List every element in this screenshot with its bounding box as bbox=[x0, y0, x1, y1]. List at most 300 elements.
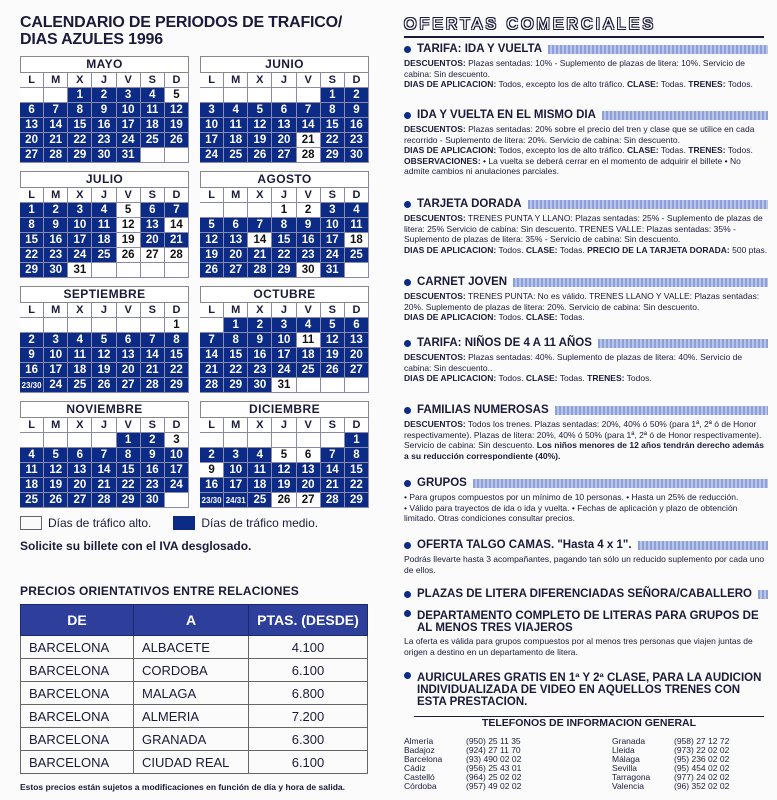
offer-item bbox=[404, 403, 768, 461]
calendar-day: 9 bbox=[297, 218, 321, 233]
price-cell: 6.300 bbox=[249, 728, 368, 751]
calendar-day: 16 bbox=[345, 118, 369, 133]
calendar-day: 31 bbox=[117, 148, 141, 163]
calendar-day: 4 bbox=[345, 203, 369, 218]
calendar-day: 1 bbox=[117, 433, 141, 448]
phones-left-column bbox=[404, 737, 556, 791]
calendar-day: 12 bbox=[200, 233, 224, 248]
empty-day bbox=[92, 263, 116, 278]
bullet-icon bbox=[404, 542, 411, 549]
calendar-day: 15 bbox=[345, 463, 369, 478]
calendar-day: 25 bbox=[345, 248, 369, 263]
calendar-day: 11 bbox=[141, 103, 165, 118]
prices-note: Estos precios están sujetos a modificaciones en función de día y hora de salida. bbox=[20, 782, 345, 792]
weekday-header: X bbox=[68, 418, 92, 433]
left-panel bbox=[0, 0, 388, 800]
price-cell: 6.100 bbox=[249, 751, 368, 774]
calendar-day: 22 bbox=[165, 363, 189, 378]
calendar-day: 21 bbox=[321, 478, 345, 493]
calendar-day: 7 bbox=[248, 218, 272, 233]
offers-title: OFERTAS COMERCIALES bbox=[404, 16, 764, 38]
calendar-day: 27 bbox=[68, 493, 92, 508]
empty-day bbox=[44, 318, 68, 333]
calendar-day: 21 bbox=[200, 363, 224, 378]
legend-high-label: Días de tráfico alto. bbox=[48, 516, 152, 530]
empty-day bbox=[272, 88, 296, 103]
weekday-header: X bbox=[68, 73, 92, 88]
calendar-day: 4 bbox=[20, 448, 44, 463]
calendar-day: 10 bbox=[321, 218, 345, 233]
calendar-day: 14 bbox=[248, 233, 272, 248]
table-row bbox=[21, 682, 368, 705]
vat-note: Solicite su billete con el IVA desglosado. bbox=[20, 539, 252, 553]
calendar-day: 7 bbox=[297, 103, 321, 118]
phones-title: TELEFONOS DE INFORMACION GENERAL bbox=[414, 716, 764, 729]
legend-high-swatch bbox=[20, 516, 42, 530]
calendar-day: 19 bbox=[44, 478, 68, 493]
calendar-day: 26 bbox=[92, 378, 116, 393]
phone-city: Lleida bbox=[612, 745, 635, 755]
calendar-day: 23/30 bbox=[20, 378, 44, 393]
to-cell: ALBACETE bbox=[134, 636, 249, 659]
calendar-day: 11 bbox=[92, 218, 116, 233]
empty-day bbox=[321, 378, 345, 393]
weekday-header: D bbox=[165, 73, 189, 88]
offer-item bbox=[404, 587, 768, 601]
price-cell: 4.100 bbox=[249, 636, 368, 659]
calendar-day: 7 bbox=[200, 333, 224, 348]
calendar-day: 5 bbox=[117, 203, 141, 218]
bullet-icon bbox=[404, 610, 411, 617]
empty-day bbox=[272, 433, 296, 448]
calendar-day: 14 bbox=[200, 348, 224, 363]
offer-item bbox=[404, 336, 768, 384]
calendar-day: 6 bbox=[68, 448, 92, 463]
table-row bbox=[21, 728, 368, 751]
empty-day bbox=[44, 433, 68, 448]
to-cell: MALAGA bbox=[134, 682, 249, 705]
weekday-header: D bbox=[165, 188, 189, 203]
calendar-day: 22 bbox=[117, 478, 141, 493]
calendar-day: 28 bbox=[44, 148, 68, 163]
calendar-day: 2 bbox=[297, 203, 321, 218]
calendar-day: 3 bbox=[272, 318, 296, 333]
calendar-day: 15 bbox=[117, 463, 141, 478]
calendar-day: 17 bbox=[224, 478, 248, 493]
calendar-day: 9 bbox=[141, 448, 165, 463]
calendar-day: 25 bbox=[224, 148, 248, 163]
calendar-day: 29 bbox=[224, 378, 248, 393]
calendar-day: 16 bbox=[297, 233, 321, 248]
offer-title: AURICULARES GRATIS EN 1ª Y 2ª CLASE, PARA LA AUDICION INDIVIDUALIZADA DE VIDEO EN AQUELLOS TRENES CON ESTA PRESTACION. bbox=[417, 672, 762, 708]
to-cell: CIUDAD REAL bbox=[134, 751, 249, 774]
offer-stripe bbox=[758, 590, 768, 599]
empty-day bbox=[248, 433, 272, 448]
legend-medium-label: Días de tráfico medio. bbox=[201, 516, 319, 530]
calendar-day: 24 bbox=[44, 378, 68, 393]
calendar-day: 3 bbox=[165, 433, 189, 448]
weekday-header: L bbox=[20, 418, 44, 433]
calendar-day: 24/31 bbox=[224, 493, 248, 508]
calendar-day: 3 bbox=[200, 103, 224, 118]
phone-city: Granada bbox=[612, 736, 646, 746]
calendar-day: 25 bbox=[141, 133, 165, 148]
calendar-day: 8 bbox=[165, 333, 189, 348]
calendar-day: 10 bbox=[165, 448, 189, 463]
calendar-day: 26 bbox=[200, 263, 224, 278]
offer-title: FAMILIAS NUMEROSAS bbox=[417, 404, 549, 416]
phone-city: Almería bbox=[404, 736, 434, 746]
offer-title: TARIFA: NIÑOS DE 4 A 11 AÑOS bbox=[417, 337, 592, 349]
calendar-day: 9 bbox=[92, 103, 116, 118]
calendar-day: 8 bbox=[224, 333, 248, 348]
calendar-day: 9 bbox=[345, 103, 369, 118]
calendar-day: 23/30 bbox=[200, 493, 224, 508]
month-diciembre bbox=[200, 401, 369, 508]
weekday-header: J bbox=[272, 73, 296, 88]
calendar-day: 3 bbox=[44, 333, 68, 348]
calendar-day: 11 bbox=[20, 463, 44, 478]
calendar-day: 22 bbox=[68, 133, 92, 148]
empty-day bbox=[165, 148, 189, 163]
calendar-day: 11 bbox=[345, 218, 369, 233]
calendar-day: 6 bbox=[224, 218, 248, 233]
offer-title: IDA Y VUELTA EN EL MISMO DIA bbox=[417, 109, 596, 121]
from-cell: BARCELONA bbox=[21, 751, 134, 774]
weekday-header: L bbox=[200, 73, 224, 88]
weekday-header: S bbox=[321, 73, 345, 88]
weekday-header: J bbox=[92, 188, 116, 203]
weekday-header: L bbox=[200, 188, 224, 203]
calendar-day: 24 bbox=[165, 478, 189, 493]
offer-item bbox=[404, 610, 768, 657]
weekday-header: S bbox=[141, 73, 165, 88]
calendar-day: 18 bbox=[92, 233, 116, 248]
weekday-header: V bbox=[297, 188, 321, 203]
weekday-header: L bbox=[20, 73, 44, 88]
weekday-header: M bbox=[44, 188, 68, 203]
calendar-day: 28 bbox=[92, 493, 116, 508]
calendar-day: 8 bbox=[321, 103, 345, 118]
phone-number: (93) 490 02 02 bbox=[466, 754, 522, 764]
empty-day bbox=[165, 493, 189, 508]
calendar-day: 5 bbox=[321, 318, 345, 333]
phone-city: Córdoba bbox=[404, 781, 437, 791]
calendar-day: 26 bbox=[272, 493, 296, 508]
calendar-day: 20 bbox=[224, 248, 248, 263]
calendar-day: 2 bbox=[141, 433, 165, 448]
header-price: PTAS. (DESDE) bbox=[249, 605, 368, 636]
weekday-header: S bbox=[141, 418, 165, 433]
offer-description: DESCUENTOS: TRENES PUNTA: No es válido. TRENES LLANO Y VALLE: Plazas sentadas: 20%. Suplemento de plazas de litera: 20%. Servicio de cabina: Sin descuento. DIAS DE APLICACION: Todos. CLASE: Todas. bbox=[404, 291, 760, 322]
empty-day bbox=[20, 88, 44, 103]
empty-day bbox=[297, 433, 321, 448]
calendar-day: 18 bbox=[345, 233, 369, 248]
calendar-day: 27 bbox=[345, 363, 369, 378]
calendar-day: 6 bbox=[345, 318, 369, 333]
offer-item bbox=[404, 538, 768, 575]
calendar-day: 19 bbox=[92, 363, 116, 378]
offer-stripe bbox=[473, 479, 768, 488]
weekday-header: V bbox=[117, 188, 141, 203]
offer-stripe bbox=[638, 541, 768, 550]
calendar-day: 17 bbox=[321, 233, 345, 248]
calendar-day: 7 bbox=[321, 448, 345, 463]
month-agosto bbox=[200, 171, 369, 278]
calendar-day: 14 bbox=[165, 218, 189, 233]
calendar-day: 18 bbox=[20, 478, 44, 493]
empty-day bbox=[321, 433, 345, 448]
calendar-day: 28 bbox=[200, 378, 224, 393]
calendar-day: 12 bbox=[165, 103, 189, 118]
calendar-day: 28 bbox=[297, 148, 321, 163]
to-cell: ALMERIA bbox=[134, 705, 249, 728]
bullet-icon bbox=[404, 112, 411, 119]
calendar-day: 1 bbox=[224, 318, 248, 333]
calendar-day: 28 bbox=[248, 263, 272, 278]
calendar-day: 14 bbox=[44, 118, 68, 133]
calendar-day: 18 bbox=[248, 478, 272, 493]
offer-stripe bbox=[598, 339, 768, 348]
weekday-header: D bbox=[345, 188, 369, 203]
calendar-day: 29 bbox=[165, 378, 189, 393]
offer-item bbox=[404, 197, 768, 255]
calendar-day: 10 bbox=[272, 333, 296, 348]
prices-header-row bbox=[21, 605, 368, 636]
calendar-day: 6 bbox=[117, 333, 141, 348]
calendar-day: 20 bbox=[345, 348, 369, 363]
offer-description: DESCUENTOS: TRENES PUNTA Y LLANO: Plazas sentadas: 25% - Suplemento de plazas de litera: 25% Servicio de cabina: Sin descuento. TRENES VALLE: Plazas sentadas: 35% - Suplemento de plazas de litera: 35% - Servicio de cabina: Sin descuento. DIAS DE APLICACION: Todos. CLASE: Todas. PRECIO DE LA TARJETA DORADA: 500 ptas. bbox=[404, 213, 768, 255]
calendar-day: 27 bbox=[117, 378, 141, 393]
phone-number: (956) 25 43 01 bbox=[466, 763, 522, 773]
calendar-day: 27 bbox=[20, 148, 44, 163]
weekday-header: M bbox=[224, 188, 248, 203]
offer-title: GRUPOS bbox=[417, 477, 467, 489]
calendar-day: 29 bbox=[20, 263, 44, 278]
calendar-day: 17 bbox=[117, 118, 141, 133]
calendar-day: 20 bbox=[141, 233, 165, 248]
calendar-title: CALENDARIO DE PERIODOS DE TRAFICO/ DIAS AZULES 1996 bbox=[20, 14, 343, 48]
weekday-header: X bbox=[68, 188, 92, 203]
empty-day bbox=[200, 88, 224, 103]
empty-day bbox=[141, 263, 165, 278]
offer-item bbox=[404, 672, 768, 708]
calendar-day: 2 bbox=[345, 88, 369, 103]
calendar-day: 12 bbox=[272, 463, 296, 478]
weekday-header: X bbox=[68, 303, 92, 318]
calendar-day: 3 bbox=[224, 448, 248, 463]
empty-day bbox=[68, 433, 92, 448]
phone-number: (95) 454 02 02 bbox=[674, 763, 730, 773]
empty-day bbox=[248, 88, 272, 103]
empty-day bbox=[345, 378, 369, 393]
month-name: JUNIO bbox=[200, 56, 369, 73]
calendar-day: 9 bbox=[44, 218, 68, 233]
weekday-header: J bbox=[272, 418, 296, 433]
weekday-header: M bbox=[44, 303, 68, 318]
calendar-day: 7 bbox=[165, 203, 189, 218]
calendar-day: 1 bbox=[68, 88, 92, 103]
calendar-day: 12 bbox=[44, 463, 68, 478]
calendar-day: 4 bbox=[248, 448, 272, 463]
calendar-day: 22 bbox=[345, 478, 369, 493]
offer-item bbox=[404, 42, 768, 90]
calendar-day: 10 bbox=[200, 118, 224, 133]
weekday-header: S bbox=[321, 303, 345, 318]
calendar-day: 29 bbox=[345, 493, 369, 508]
month-name: AGOSTO bbox=[200, 171, 369, 188]
calendar-day: 2 bbox=[44, 203, 68, 218]
calendar-day: 9 bbox=[200, 463, 224, 478]
weekday-header: V bbox=[117, 418, 141, 433]
calendar-day: 6 bbox=[141, 203, 165, 218]
calendar-day: 28 bbox=[321, 493, 345, 508]
empty-day bbox=[345, 263, 369, 278]
calendar-day: 21 bbox=[297, 133, 321, 148]
offer-description: DESCUENTOS: Plazas sentadas: 40%. Suplemento de plazas de litera: 40%. Servicio de cabina: Sin descuento.. DIAS DE APLICACION: Todos. CLASE: Todas. TRENES: Todos. bbox=[404, 352, 743, 383]
from-cell: BARCELONA bbox=[21, 705, 134, 728]
calendar-day: 24 bbox=[272, 363, 296, 378]
calendar-day: 4 bbox=[141, 88, 165, 103]
bullet-icon bbox=[404, 591, 411, 598]
calendar-day: 28 bbox=[141, 378, 165, 393]
from-cell: BARCELONA bbox=[21, 659, 134, 682]
offer-title: CARNET JOVEN bbox=[417, 276, 508, 288]
calendar-day: 5 bbox=[248, 103, 272, 118]
calendar-day: 2 bbox=[248, 318, 272, 333]
calendar-day: 15 bbox=[165, 348, 189, 363]
calendar-day: 5 bbox=[165, 88, 189, 103]
offer-description: La oferta es válida para grupos compuestos por al menos tres personas que viajen juntas de origen a destino en un departamento de litera. bbox=[404, 636, 753, 657]
weekday-header: V bbox=[117, 303, 141, 318]
calendar-day: 20 bbox=[68, 478, 92, 493]
calendar-day: 30 bbox=[44, 263, 68, 278]
calendar-day: 21 bbox=[141, 363, 165, 378]
calendar-day: 27 bbox=[272, 148, 296, 163]
weekday-header: L bbox=[200, 303, 224, 318]
weekday-header: V bbox=[297, 303, 321, 318]
offer-description: DESCUENTOS: Todos los trenes. Plazas sentadas: 20%, 40% ó 50% (para 1ª, 2ª ó de Honor respectivamente). Plazas de litera: 20%, 40% ó 50% (para 1ª, 2ª ó de Honor respectivamente). Servicio de cabina: Sin descuento. Los niños menores de 12 años tendrán derecho además a su reducción correspondiente (40%). bbox=[404, 419, 764, 461]
weekday-header: S bbox=[141, 303, 165, 318]
calendar-day: 4 bbox=[224, 103, 248, 118]
offer-title: OFERTA TALGO CAMAS. "Hasta 4 x 1". bbox=[417, 539, 632, 551]
calendar-day: 20 bbox=[297, 478, 321, 493]
calendar-day: 10 bbox=[68, 218, 92, 233]
empty-day bbox=[117, 318, 141, 333]
empty-day bbox=[248, 203, 272, 218]
weekday-header: D bbox=[165, 418, 189, 433]
calendar-day: 5 bbox=[92, 333, 116, 348]
weekday-header: J bbox=[272, 303, 296, 318]
weekday-header: L bbox=[20, 188, 44, 203]
bullet-icon bbox=[404, 279, 411, 286]
calendar-day: 21 bbox=[165, 233, 189, 248]
phone-city: Castelló bbox=[404, 772, 435, 782]
calendar-day: 30 bbox=[92, 148, 116, 163]
calendar-day: 26 bbox=[321, 363, 345, 378]
calendar-day: 12 bbox=[92, 348, 116, 363]
calendar-day: 13 bbox=[272, 118, 296, 133]
calendar-day: 26 bbox=[248, 148, 272, 163]
calendar-day: 12 bbox=[248, 118, 272, 133]
calendar-day: 21 bbox=[92, 478, 116, 493]
calendar-day: 30 bbox=[345, 148, 369, 163]
offer-title: TARJETA DORADA bbox=[417, 198, 522, 210]
calendar-day: 17 bbox=[68, 233, 92, 248]
bullet-icon bbox=[404, 46, 411, 53]
calendar-day: 31 bbox=[68, 263, 92, 278]
offer-title: DEPARTAMENTO COMPLETO DE LITERAS PARA GRUPOS DE AL MENOS TRES VIAJEROS bbox=[417, 610, 759, 634]
calendar-day: 27 bbox=[141, 248, 165, 263]
table-row bbox=[21, 705, 368, 728]
calendar-day: 31 bbox=[272, 378, 296, 393]
calendar-day: 3 bbox=[117, 88, 141, 103]
weekday-header: M bbox=[224, 73, 248, 88]
calendar-day: 13 bbox=[20, 118, 44, 133]
weekday-header: M bbox=[224, 418, 248, 433]
calendar-day: 1 bbox=[345, 433, 369, 448]
weekday-header: V bbox=[297, 418, 321, 433]
offer-stripe bbox=[602, 111, 768, 120]
calendar-day: 16 bbox=[248, 348, 272, 363]
phone-city: Badajoz bbox=[404, 745, 435, 755]
empty-day bbox=[92, 318, 116, 333]
calendar-day: 11 bbox=[68, 348, 92, 363]
calendar-day: 10 bbox=[117, 103, 141, 118]
calendar-day: 15 bbox=[20, 233, 44, 248]
empty-day bbox=[165, 263, 189, 278]
calendar-day: 13 bbox=[141, 218, 165, 233]
phone-number: (964) 25 02 02 bbox=[466, 772, 522, 782]
calendar-day: 13 bbox=[345, 333, 369, 348]
calendar-day: 24 bbox=[117, 133, 141, 148]
calendar-day: 14 bbox=[92, 463, 116, 478]
calendar-day: 19 bbox=[165, 118, 189, 133]
calendar-day: 26 bbox=[44, 493, 68, 508]
bullet-icon bbox=[404, 407, 411, 414]
calendar-day: 23 bbox=[345, 133, 369, 148]
offer-stripe bbox=[528, 200, 768, 209]
calendar-day: 19 bbox=[248, 133, 272, 148]
calendar-day: 12 bbox=[117, 218, 141, 233]
calendar-day: 22 bbox=[20, 248, 44, 263]
empty-day bbox=[297, 378, 321, 393]
calendar-day: 18 bbox=[141, 118, 165, 133]
calendar-day: 6 bbox=[20, 103, 44, 118]
offer-item bbox=[404, 275, 768, 323]
weekday-header: L bbox=[20, 303, 44, 318]
calendar-day: 1 bbox=[20, 203, 44, 218]
calendar-day: 23 bbox=[141, 478, 165, 493]
calendar-day: 14 bbox=[141, 348, 165, 363]
to-cell: CORDOBA bbox=[134, 659, 249, 682]
calendar-day: 5 bbox=[200, 218, 224, 233]
phone-number: (958) 27 12 72 bbox=[674, 736, 730, 746]
calendar-day: 14 bbox=[321, 463, 345, 478]
phone-number: (973) 22 02 02 bbox=[674, 745, 730, 755]
calendar-day: 2 bbox=[20, 333, 44, 348]
calendar-day: 1 bbox=[272, 203, 296, 218]
calendar-day: 4 bbox=[92, 203, 116, 218]
offer-description: DESCUENTOS: Plazas sentadas: 10% - Suplemento de plazas de litera: 10%. Servicio de cabina: Sin descuento. DIAS DE APLICACION: Todos, excepto los de alto tráfico. CLASE: Todas. TRENES: Todos. bbox=[404, 58, 753, 89]
calendar-day: 27 bbox=[297, 493, 321, 508]
phone-city: Valencia bbox=[612, 781, 644, 791]
calendar-day: 25 bbox=[248, 493, 272, 508]
calendar-day: 23 bbox=[44, 248, 68, 263]
phone-number: (924) 27 11 70 bbox=[466, 745, 521, 755]
empty-day bbox=[200, 318, 224, 333]
calendar-day: 4 bbox=[297, 318, 321, 333]
